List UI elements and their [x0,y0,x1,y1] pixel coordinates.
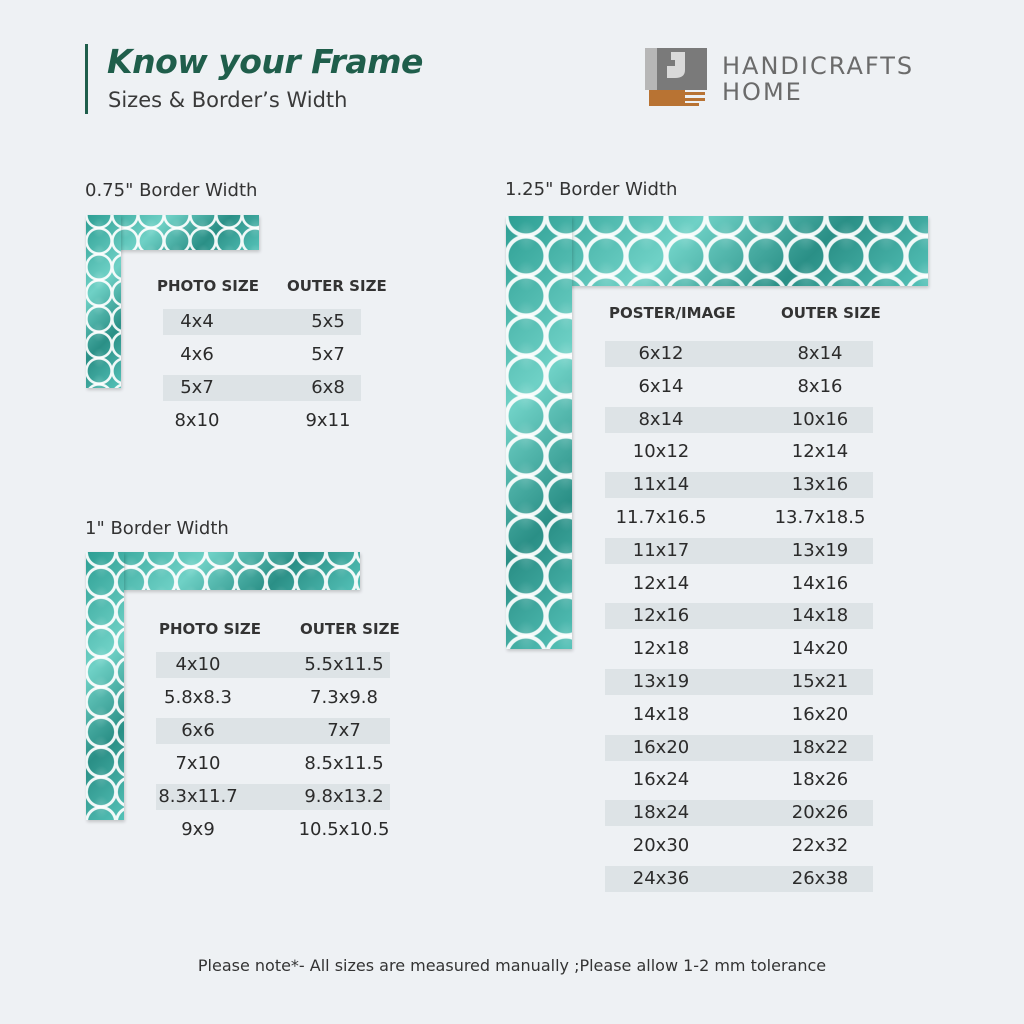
outer-size-cell: 14x20 [791,638,849,660]
outer-size-cell: 8x16 [797,375,843,397]
frame-075-side [86,215,121,388]
outer-size-cell: 22x32 [791,835,849,856]
frame-1-top [86,552,360,590]
photo-size-cell: 5x7 [180,377,214,398]
table-row [163,309,361,335]
photo-size-cell: 4x6 [180,344,214,365]
footer-note: Please note*- All sizes are measured manually ;Please allow 1-2 mm tolerance [197,956,827,975]
frame-125-side [506,216,572,649]
page-title: Know your Frame [107,42,423,81]
outer-size-cell: 5.5x11.5 [304,654,384,675]
outer-size-cell: 9.8x13.2 [304,786,384,807]
outer-size-cell: 5x7 [311,344,345,365]
table-row [156,817,390,843]
outer-size-cell: 5x5 [311,311,345,332]
outer-size-cell: 15x21 [791,671,849,692]
col-header-outer-075: OUTER SIZE [287,277,387,295]
table-row [163,342,361,368]
table-row [605,866,873,892]
col-header-photo-1: PHOTO SIZE [159,620,262,638]
outer-size-cell: 9x11 [305,410,351,431]
outer-size-cell: 8.5x11.5 [304,753,384,774]
photo-size-cell: 11x14 [632,474,690,496]
brand-name-line2: HOME [722,78,803,106]
photo-size-cell: 24x36 [632,867,690,889]
photo-size-cell: 11.7x16.5 [615,507,707,528]
outer-size-cell: 14x18 [791,605,849,627]
col-header-outer-125: OUTER SIZE [781,304,881,322]
outer-size-cell: 13x16 [791,474,849,496]
table-row [156,718,390,744]
table-row [605,571,873,597]
table-row [605,603,873,629]
table-row [156,652,390,678]
table-row [605,735,873,761]
photo-size-cell: 8x10 [174,410,220,431]
table-row [605,702,873,728]
outer-size-cell: 18x22 [791,736,849,758]
photo-size-cell: 16x20 [632,736,690,758]
photo-size-cell: 12x18 [632,638,690,660]
table-row [605,407,873,433]
photo-size-cell: 6x6 [181,720,215,741]
photo-size-cell: 10x12 [632,441,690,463]
photo-size-cell: 6x12 [638,343,684,364]
photo-size-cell: 11x17 [632,539,690,561]
table-row [605,669,873,695]
table-row [156,685,390,711]
section-label-075: 0.75" Border Width [85,180,258,201]
outer-size-cell: 20x26 [791,802,849,824]
table-row [163,408,361,434]
frame-1-side [86,552,124,820]
outer-size-cell: 16x20 [791,703,849,725]
table-row [605,767,873,793]
photo-size-cell: 6x14 [638,375,684,397]
outer-size-cell: 10.5x10.5 [298,819,390,840]
outer-size-cell: 18x26 [791,769,849,791]
photo-size-cell: 16x24 [632,769,690,791]
photo-size-cell: 18x24 [632,802,690,824]
col-header-outer-1: OUTER SIZE [300,620,400,638]
photo-size-cell: 12x16 [632,605,690,627]
outer-size-cell: 14x16 [791,572,849,594]
handicrafts-home-logo-icon [645,48,707,106]
photo-size-cell: 7x10 [175,753,221,774]
table-row [163,375,361,401]
table-row [605,374,873,400]
photo-size-cell: 20x30 [632,835,690,856]
title-accent-bar [85,44,88,114]
outer-size-cell: 12x14 [791,441,849,463]
outer-size-cell: 26x38 [791,867,849,889]
page-subtitle: Sizes & Border’s Width [108,88,348,112]
table-row [605,341,873,367]
photo-size-cell: 5.8x8.3 [164,687,232,708]
outer-size-cell: 7.3x9.8 [310,687,378,708]
table-row [605,505,873,531]
photo-size-cell: 8.3x11.7 [158,786,238,807]
outer-size-cell: 13x19 [791,539,849,561]
outer-size-cell: 7x7 [327,720,361,741]
table-row [605,636,873,662]
photo-size-cell: 8x14 [638,408,684,430]
outer-size-cell: 13.7x18.5 [774,507,866,528]
table-row [156,784,390,810]
table-row [156,751,390,777]
section-label-1: 1" Border Width [85,518,229,539]
brand-name-line1: HANDICRAFTS [722,52,915,80]
photo-size-cell: 14x18 [632,703,690,725]
photo-size-cell: 13x19 [632,671,690,692]
col-header-photo-075: PHOTO SIZE [157,277,260,295]
col-header-poster-125: POSTER/IMAGE [609,304,736,322]
table-row [605,472,873,498]
table-row [605,538,873,564]
outer-size-cell: 6x8 [311,377,345,398]
table-row [605,833,873,859]
outer-size-cell: 10x16 [791,408,849,430]
table-row [605,439,873,465]
section-label-125: 1.25" Border Width [505,179,678,200]
photo-size-cell: 4x4 [180,311,214,332]
outer-size-cell: 8x14 [797,343,843,364]
table-row [605,800,873,826]
photo-size-cell: 12x14 [632,572,690,594]
photo-size-cell: 9x9 [181,819,215,840]
photo-size-cell: 4x10 [175,654,221,675]
